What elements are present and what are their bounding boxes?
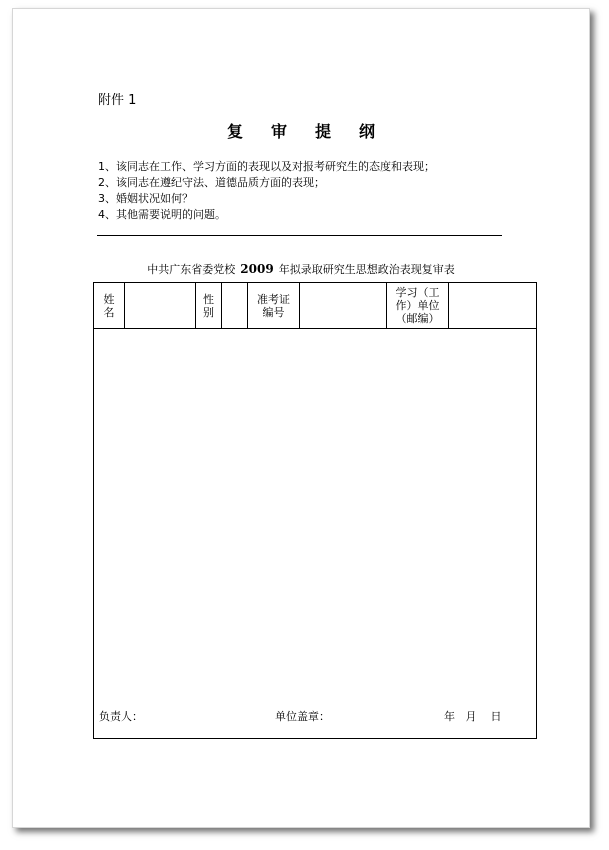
workplace-label-cell: 学习（工 作）单位 （邮编）	[387, 283, 449, 328]
form-header-row	[94, 283, 536, 329]
review-form-table	[93, 282, 537, 739]
exam-id-label-cell: 准考证 编号	[248, 283, 300, 328]
attachment-label: 附件 1	[98, 93, 137, 108]
gender-label-cell: 性 别	[196, 283, 222, 328]
name-label-cell: 姓 名	[94, 283, 125, 328]
outline-item: 2、该同志在遵纪守法、道德品质方面的表现；	[98, 176, 325, 189]
outline-title: 复审提纲	[226, 122, 403, 141]
table-caption	[13, 261, 589, 277]
document-page	[12, 8, 590, 828]
outline-items-list	[98, 159, 435, 223]
outline-item: 4、其他需要说明的问题。	[98, 208, 226, 221]
caption-year: 2009	[240, 262, 274, 276]
review-content-area[interactable]	[94, 329, 536, 699]
seal-label: 单位盖章：	[275, 710, 330, 723]
responsible-label: 负责人：	[99, 710, 143, 723]
outline-item: 3、婚姻状况如何？	[98, 192, 193, 205]
workplace-value-cell[interactable]	[449, 283, 536, 328]
gender-value-cell[interactable]	[222, 283, 248, 328]
date-label: 年 月 日	[444, 710, 502, 723]
outline-item: 1、该同志在工作、学习方面的表现以及对报考研究生的态度和表现；	[98, 160, 435, 173]
caption-prefix: 中共广东省委党校	[147, 263, 236, 276]
exam-id-value-cell[interactable]	[300, 283, 387, 328]
caption-suffix: 年拟录取研究生思想政治表现复审表	[278, 263, 455, 276]
horizontal-divider	[97, 235, 502, 236]
name-value-cell[interactable]	[125, 283, 196, 328]
